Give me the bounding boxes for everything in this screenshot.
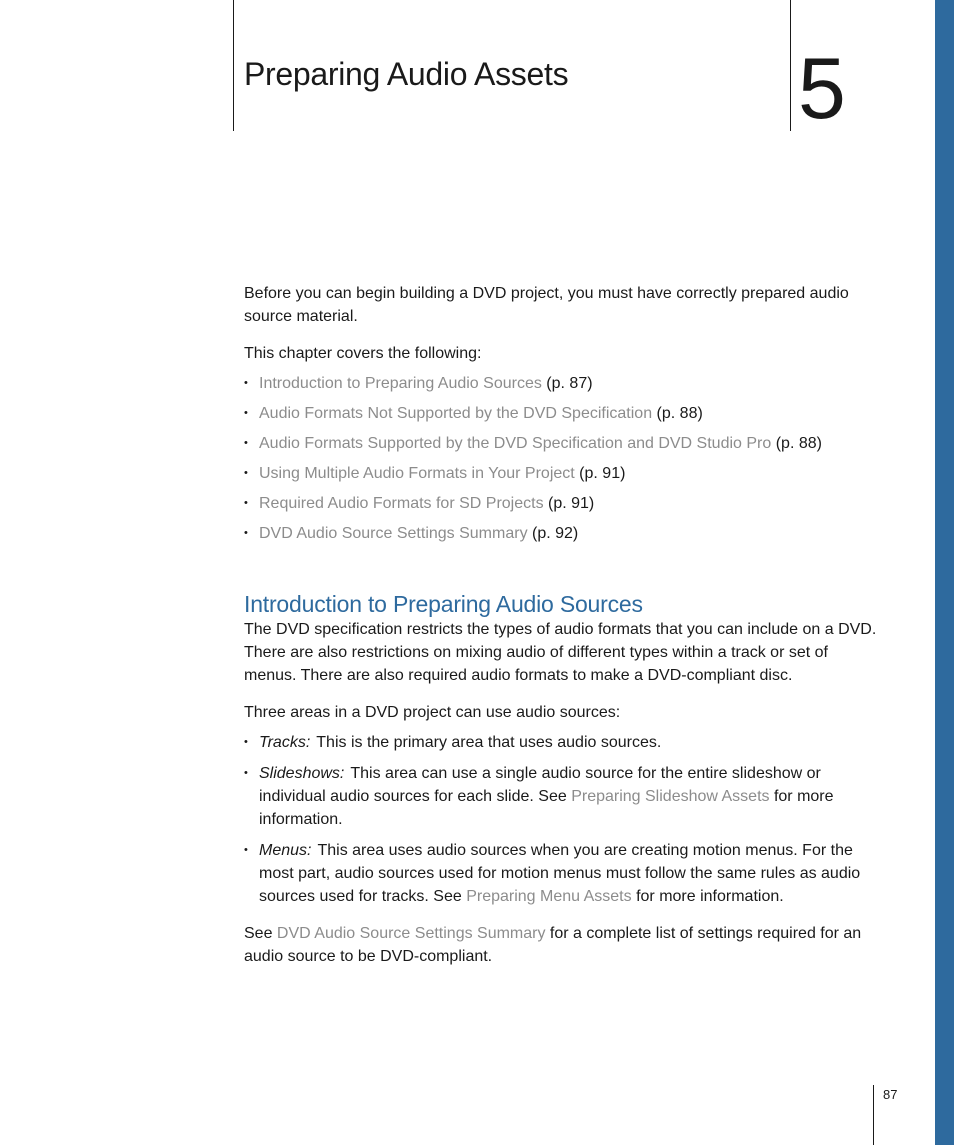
see-paragraph: [244, 922, 880, 968]
toc-item: [244, 372, 880, 402]
bullet-icon: •: [244, 767, 248, 779]
area-text: This area uses audio sources when you are creating motion menus. For the most part, audio sources used for motion menus must follow the same rules as audio sources used for tracks. See: [259, 842, 861, 905]
see-after: for a complete list of settings required for an audio source to be DVD-compliant.: [244, 925, 862, 965]
toc-item: [244, 462, 880, 492]
bullet-icon: •: [244, 497, 248, 509]
toc-page-ref: (p. 88): [775, 435, 822, 452]
area-term: Menus:: [259, 842, 312, 859]
toc-link[interactable]: DVD Audio Source Settings Summary: [259, 525, 528, 542]
area-item-tracks: [244, 731, 880, 754]
settings-summary-link[interactable]: DVD Audio Source Settings Summary: [276, 925, 546, 942]
bullet-icon: •: [244, 377, 248, 389]
bullet-icon: •: [244, 437, 248, 449]
toc-page-ref: (p. 91): [548, 495, 595, 512]
toc-link[interactable]: Audio Formats Not Supported by the DVD Specification: [259, 405, 653, 422]
area-term: Tracks:: [259, 734, 311, 751]
bullet-icon: •: [244, 844, 248, 856]
menu-assets-link[interactable]: Preparing Menu Assets: [466, 888, 632, 905]
toc-link[interactable]: Audio Formats Supported by the DVD Specification and DVD Studio Pro: [259, 435, 772, 452]
side-tab-bar: [935, 0, 954, 1145]
chapter-toc: [244, 372, 880, 552]
area-text: This is the primary area that uses audio sources.: [316, 734, 662, 751]
area-term: Slideshows:: [259, 765, 345, 782]
toc-page-ref: (p. 87): [546, 375, 593, 392]
bullet-icon: •: [244, 467, 248, 479]
area-text-after: for more information.: [631, 888, 784, 905]
chapter-number: 5: [798, 41, 846, 137]
toc-page-ref: (p. 88): [656, 405, 703, 422]
area-item-slideshows: [244, 762, 880, 831]
toc-item: [244, 432, 880, 462]
toc-item: [244, 522, 880, 552]
header-rule-left: [233, 0, 234, 131]
slideshow-assets-link[interactable]: Preparing Slideshow Assets: [571, 788, 770, 805]
bullet-icon: •: [244, 736, 248, 748]
toc-page-ref: (p. 91): [579, 465, 626, 482]
page-number: 87: [883, 1087, 898, 1102]
header-rule-right: [790, 0, 791, 131]
section-heading: Introduction to Preparing Audio Sources: [244, 591, 643, 617]
toc-page-ref: (p. 92): [532, 525, 579, 542]
bullet-icon: •: [244, 407, 248, 419]
footer-rule: [873, 1085, 874, 1145]
area-text-after: for more information.: [259, 788, 834, 828]
spec-paragraph: The DVD specification restricts the types of audio formats that you can include on a DVD. There are also restrictions on mixing audio of different types within a track or set of menus. There are also required audio formats to make a DVD-compliant disc.: [244, 621, 877, 684]
toc-item: [244, 402, 880, 432]
toc-link[interactable]: Introduction to Preparing Audio Sources: [259, 375, 542, 392]
bullet-icon: •: [244, 527, 248, 539]
toc-item: [244, 492, 880, 522]
toc-link[interactable]: Using Multiple Audio Formats in Your Project: [259, 465, 575, 482]
three-areas-paragraph: Three areas in a DVD project can use audio sources:: [244, 704, 621, 721]
main-content: [244, 282, 880, 968]
see-before: See: [244, 925, 277, 942]
covers-label: This chapter covers the following:: [244, 345, 482, 362]
intro-paragraph: Before you can begin building a DVD project, you must have correctly prepared audio source material.: [244, 285, 849, 325]
area-item-menus: [244, 839, 880, 908]
chapter-title: Preparing Audio Assets: [244, 56, 569, 92]
area-text: This area can use a single audio source for the entire slideshow or individual audio sources for each slide. See: [259, 765, 821, 805]
toc-link[interactable]: Required Audio Formats for SD Projects: [259, 495, 544, 512]
areas-list: [244, 731, 880, 908]
